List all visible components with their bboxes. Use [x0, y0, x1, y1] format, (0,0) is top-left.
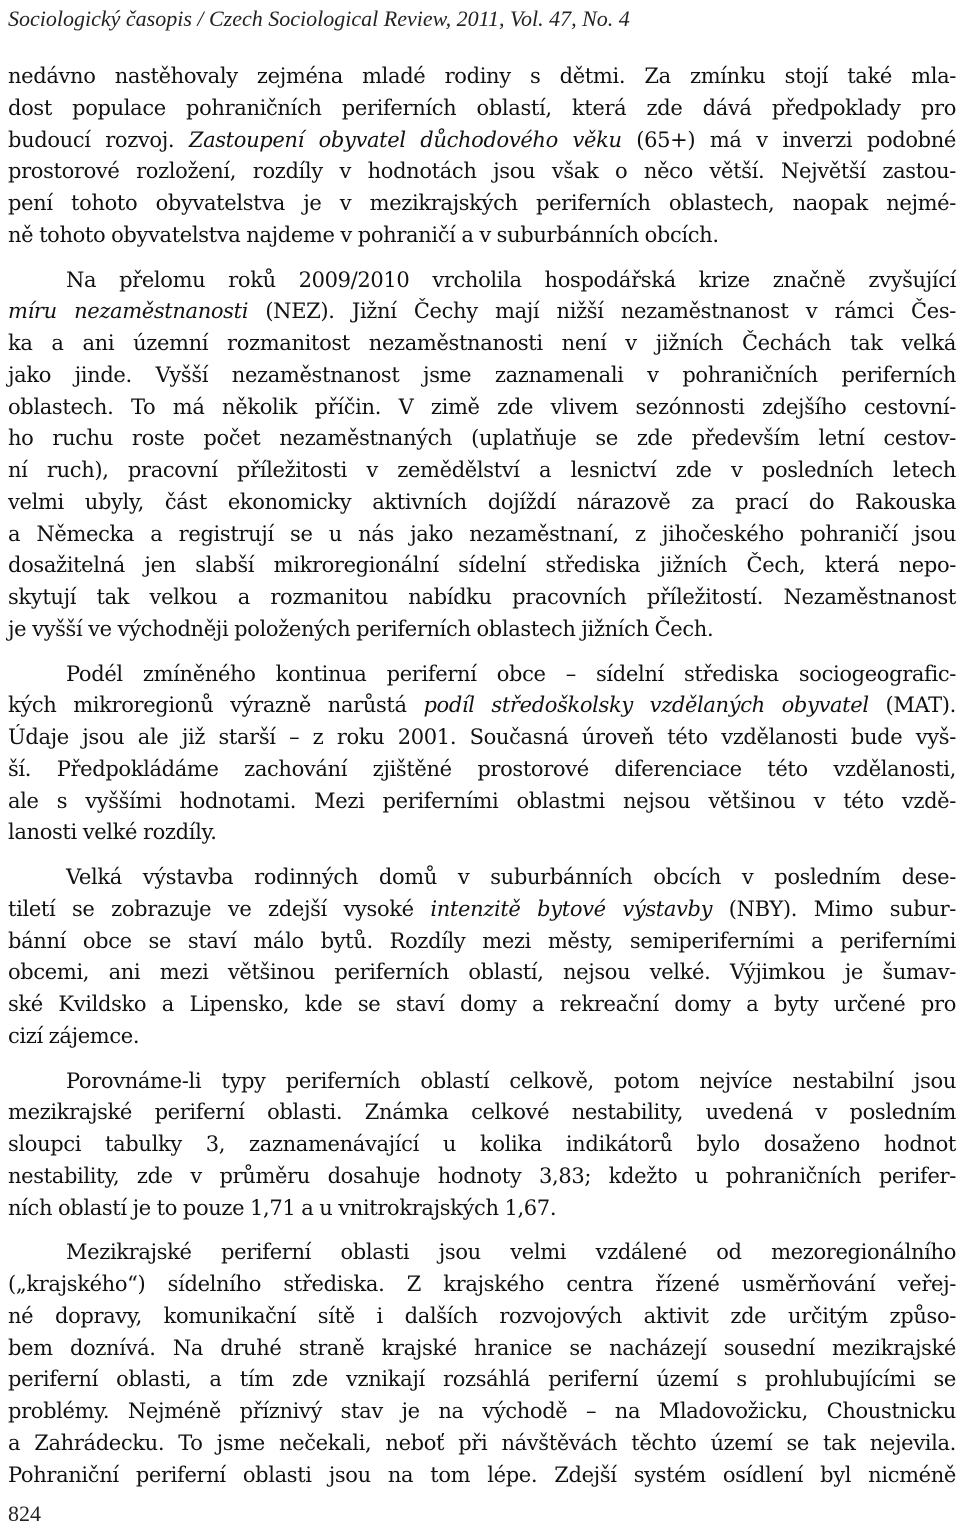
text-line — [8, 582, 956, 614]
paragraph-gap — [8, 646, 956, 659]
text-run: periferní oblasti, a tím zde vznikají rozsáhlá periferní území s prohlubujícími se — [8, 1367, 956, 1392]
text-run: Údaje jsou ale již starší – z roku 2001. Současná úroveň této vzdělanosti bude vyš- — [8, 725, 956, 749]
text-line — [8, 125, 956, 157]
italic-term: intenzitě bytové výstavby — [430, 896, 713, 921]
paragraph-gap — [8, 1053, 956, 1066]
text-run: („krajského“) sídelního střediska. Z krajského centra řízené usměrňování veřej- — [8, 1272, 956, 1296]
text-run: (MAT). — [868, 693, 956, 718]
text-run: kých mikroregionů výrazně narůstá — [8, 693, 424, 718]
text-line — [8, 989, 956, 1021]
text-line — [8, 1161, 956, 1193]
text-run: Velká výstavba rodinných domů v suburbánních obcích v posledním dese- — [66, 865, 956, 889]
text-run: dosažitelná jen slabší mikroregionální sídelní střediska jižních Čech, která nepo- — [8, 553, 956, 578]
running-head: Sociologický časopis / Czech Sociological Review, 2011, Vol. 47, No. 4 — [8, 6, 630, 31]
text-line — [8, 1129, 956, 1161]
text-line — [8, 455, 956, 487]
text-line — [8, 1460, 956, 1492]
text-line — [8, 1269, 956, 1301]
text-line — [8, 614, 956, 646]
text-run: ale s vyššími hodnotami. Mezi periferními oblastmi nejsou většinou v této vzdě- — [8, 788, 956, 813]
text-line — [8, 786, 956, 818]
text-line — [8, 690, 956, 722]
text-line — [8, 265, 956, 297]
text-line — [8, 550, 956, 582]
text-line — [8, 487, 956, 519]
text-run: (NBY). Mimo subur- — [712, 896, 957, 921]
text-line — [8, 926, 956, 958]
paragraph-gap — [8, 1224, 956, 1237]
text-run: jako jinde. Vyšší nezaměstnanost jsme zaznamenali v pohraničních periferních — [8, 362, 956, 387]
text-run: budoucí rozvoj. — [8, 127, 189, 152]
text-run: skytují tak velkou a rozmanitou nabídku pracovních příležitostí. Nezaměstnanost — [8, 585, 956, 609]
text-run: ské Kvildsko a Lipensko, kde se staví domy a rekreační domy a byty určené pro — [8, 992, 956, 1016]
text-run: (65+) má v inverzi podobné — [621, 127, 956, 152]
text-line — [8, 220, 956, 252]
text-run: velmi ubyly, část ekonomicky aktivních dojíždí nárazově za prací do Rakouska — [8, 489, 956, 514]
italic-term: Zastoupení obyvatel důchodového věku — [188, 127, 622, 152]
text-run: ka a ani územní rozmanitost nezaměstnanosti není v jižních Čechách tak velká — [8, 331, 956, 355]
text-run: ně tohoto obyvatelstva najdeme v pohraničí a v suburbánních obcích. — [8, 222, 719, 247]
text-run: bánní obce se staví málo bytů. Rozdíly mezi městy, semiperiferními a periferními — [8, 928, 956, 953]
text-run: ší. Předpokládáme zachování zjištěné prostorové diferenciace této vzdělanosti, — [8, 756, 956, 781]
text-line — [8, 1193, 956, 1225]
text-line — [8, 188, 956, 220]
text-line — [8, 1301, 956, 1333]
text-line — [8, 1396, 956, 1428]
text-line — [8, 1066, 956, 1098]
text-line — [8, 296, 956, 328]
page-number: 824 — [8, 1501, 41, 1526]
text-line — [8, 519, 956, 551]
text-run: a Zahrádecku. To jsme nečekali, neboť při návštěvách těchto území se tak nejevila. — [8, 1430, 956, 1455]
text-run: (NEZ). Jižní Čechy mají nižší nezaměstnanost v rámci Čes- — [248, 299, 956, 324]
text-line — [8, 328, 956, 360]
text-line — [8, 1097, 956, 1129]
text-run: sloupci tabulky 3, zaznamenávající u kolika indikátorů bylo dosaženo hodnot — [8, 1132, 956, 1156]
text-run: bem doznívá. Na druhé straně krajské hranice se nacházejí sousední mezikrajské — [8, 1335, 956, 1360]
text-run: nedávno nastěhovaly zejména mladé rodiny s dětmi. Za zmínku stojí také mla- — [8, 64, 956, 88]
text-run: Mezikrajské periferní oblasti jsou velmi vzdálené od mezoregionálního — [66, 1240, 956, 1265]
text-run: ní ruch), pracovní příležitosti v zemědělství a lesnictví zde v posledních letech — [8, 458, 956, 482]
text-run: cizí zájemce. — [8, 1023, 140, 1048]
text-line — [8, 754, 956, 786]
text-run: mezikrajské periferní oblasti. Známka celkové nestability, uvedená v posledním — [8, 1100, 956, 1125]
text-run: Pohraniční periferní oblasti jsou na tom lépe. Zdejší systém osídlení byl nicméně — [8, 1462, 956, 1487]
text-run: je vyšší ve východněji položených periferních oblastech jižních Čech. — [8, 616, 714, 641]
text-run: prostorové rozložení, rozdíly v hodnotách jsou však o něco větší. Největší zastou- — [8, 159, 956, 184]
text-run: ho ruchu roste počet nezaměstnaných (uplatňuje se zde především letní cestov- — [8, 426, 956, 451]
text-run: pení tohoto obyvatelstva je v mezikrajských periferních oblastech, naopak nejmé- — [8, 191, 956, 215]
text-line — [8, 894, 956, 926]
paragraph-gap — [8, 252, 956, 265]
text-run: tiletí se zobrazuje ve zdejší vysoké — [8, 896, 431, 921]
text-line — [8, 61, 956, 93]
text-line — [8, 156, 956, 188]
text-line — [8, 1021, 956, 1053]
text-run: obcemi, ani mezi většinou periferních oblastí, nejsou velké. Výjimkou je šumav- — [8, 960, 956, 985]
italic-term: podíl středoškolsky vzdělaných obyvatel — [423, 693, 869, 718]
text-line — [8, 392, 956, 424]
text-run: Porovnáme-li typy periferních oblastí celkově, potom nejvíce nestabilní jsou — [66, 1068, 956, 1093]
text-run: oblastech. To má několik příčin. V zimě zde vlivem sezónnosti zdejšího cestovní- — [8, 394, 956, 419]
italic-term: míru nezaměstnanosti — [8, 299, 249, 324]
text-line — [8, 862, 956, 894]
article-body — [8, 61, 956, 1491]
text-run: lanosti velké rozdíly. — [8, 820, 217, 845]
text-line — [8, 423, 956, 455]
text-line — [8, 1428, 956, 1460]
text-line — [8, 1333, 956, 1365]
text-line — [8, 817, 956, 849]
text-line — [8, 1237, 956, 1269]
paragraph-gap — [8, 849, 956, 862]
text-line — [8, 1364, 956, 1396]
text-line — [8, 659, 956, 691]
text-run: Podél zmíněného kontinua periferní obce – sídelní střediska sociogeografic- — [66, 661, 956, 686]
text-line — [8, 957, 956, 989]
text-run: nestability, zde v průměru dosahuje hodnoty 3,83; kdežto u pohraničních perifer- — [8, 1163, 956, 1188]
text-line — [8, 360, 956, 392]
text-run: ních oblastí je to pouze 1,71 a u vnitrokrajských 1,67. — [8, 1195, 557, 1220]
text-run: Na přelomu roků 2009/2010 vrcholila hospodářská krize značně zvyšující — [66, 267, 956, 292]
text-run: a Německa a registrují se u nás jako nezaměstnaní, z jihočeského pohraničí jsou — [8, 521, 956, 546]
text-run: dost populace pohraničních periferních oblastí, která zde dává předpoklady pro — [8, 95, 956, 120]
text-line — [8, 93, 956, 125]
text-run: problémy. Nejméně příznivý stav je na východě – na Mladovožicku, Choustnicku — [8, 1399, 956, 1423]
text-line — [8, 722, 956, 754]
text-run: né dopravy, komunikační sítě i dalších rozvojových aktivit zde určitým způso- — [8, 1303, 956, 1328]
